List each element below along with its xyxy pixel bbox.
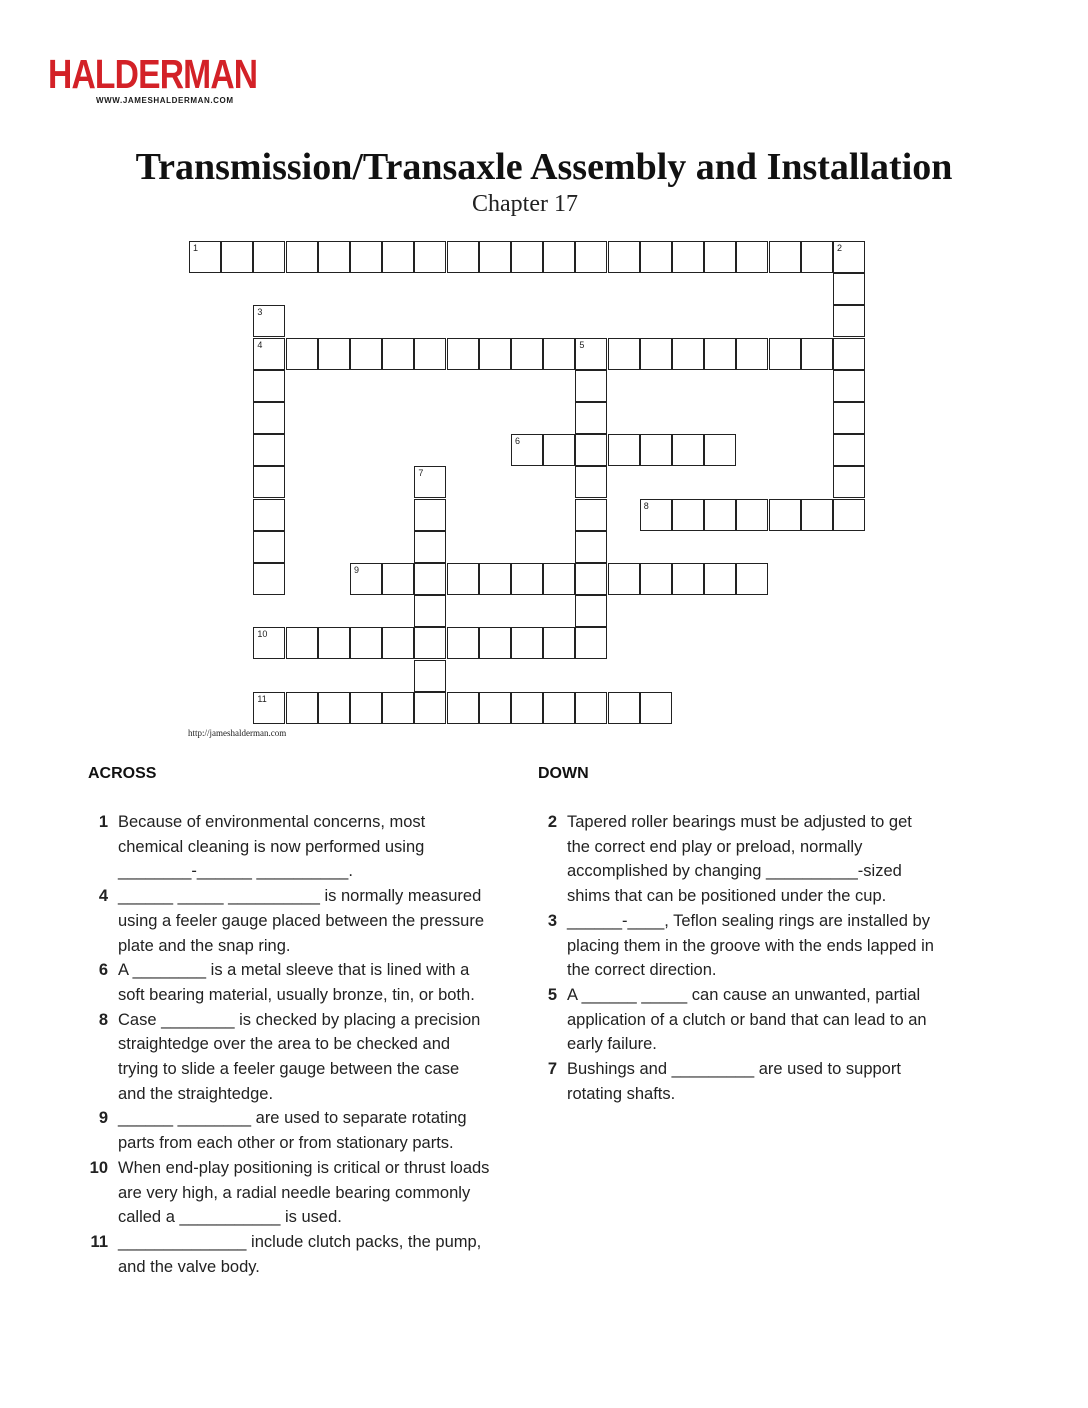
crossword-cell[interactable] bbox=[414, 692, 446, 724]
crossword-cell[interactable] bbox=[286, 241, 318, 273]
crossword-cell[interactable] bbox=[253, 241, 285, 273]
crossword-cell[interactable] bbox=[575, 241, 607, 273]
crossword-cell[interactable] bbox=[221, 241, 253, 273]
crossword-cell[interactable] bbox=[608, 338, 640, 370]
crossword-cell[interactable] bbox=[511, 692, 543, 724]
crossword-cell[interactable] bbox=[575, 692, 607, 724]
crossword-cell[interactable] bbox=[575, 627, 607, 659]
crossword-cell[interactable] bbox=[414, 660, 446, 692]
across-clue bbox=[80, 1106, 490, 1155]
crossword-cell[interactable] bbox=[189, 241, 221, 273]
crossword-cell[interactable] bbox=[575, 338, 607, 370]
crossword-cell[interactable] bbox=[543, 692, 575, 724]
crossword-cell[interactable] bbox=[414, 499, 446, 531]
down-heading: DOWN bbox=[538, 765, 589, 782]
crossword-cell[interactable] bbox=[575, 434, 607, 466]
crossword-cell[interactable] bbox=[350, 241, 382, 273]
crossword-cell[interactable] bbox=[608, 692, 640, 724]
crossword-cell[interactable] bbox=[640, 241, 672, 273]
crossword-cell[interactable] bbox=[253, 402, 285, 434]
crossword-cell[interactable] bbox=[350, 338, 382, 370]
crossword-cell[interactable] bbox=[382, 692, 414, 724]
crossword-cell[interactable] bbox=[253, 434, 285, 466]
cell-number: 1 bbox=[193, 243, 199, 253]
crossword-cell[interactable] bbox=[672, 434, 704, 466]
crossword-cell[interactable] bbox=[479, 627, 511, 659]
crossword-cell[interactable] bbox=[286, 627, 318, 659]
cell-number: 3 bbox=[257, 307, 263, 318]
crossword-cell[interactable] bbox=[640, 434, 672, 466]
crossword-cell[interactable] bbox=[575, 595, 607, 627]
crossword-cell[interactable] bbox=[736, 338, 768, 370]
crossword-cell[interactable] bbox=[479, 338, 511, 370]
across-clue bbox=[80, 1230, 490, 1279]
clue-text: Case ________ is checked by placing a precision straightedge over the area to be checked and trying to slide a feeler gauge between the case and the straightedge. bbox=[118, 1010, 481, 1103]
crossword-cell[interactable] bbox=[640, 563, 672, 595]
cell-number: 8 bbox=[643, 500, 649, 511]
cell-number: 11 bbox=[257, 693, 267, 704]
crossword-cell[interactable] bbox=[704, 499, 736, 531]
crossword-cell[interactable] bbox=[704, 434, 736, 466]
crossword-cell[interactable] bbox=[833, 434, 865, 466]
crossword-cell[interactable] bbox=[447, 241, 479, 273]
crossword-cell[interactable] bbox=[833, 338, 865, 370]
page-title: Transmission/Transaxle Assembly and Installation bbox=[135, 146, 953, 188]
crossword-cell[interactable] bbox=[286, 692, 318, 724]
across-heading: ACROSS bbox=[88, 765, 157, 782]
crossword-cell[interactable] bbox=[575, 499, 607, 531]
crossword-cell[interactable] bbox=[543, 241, 575, 273]
crossword-cell[interactable] bbox=[769, 241, 801, 273]
clue-text: ______________ include clutch packs, the pump, and the valve body. bbox=[118, 1232, 482, 1276]
cell-number: 7 bbox=[418, 468, 424, 479]
crossword-cell[interactable] bbox=[253, 305, 285, 337]
clue-number: 11 bbox=[90, 1232, 108, 1251]
crossword-cell[interactable] bbox=[318, 241, 350, 273]
crossword-cell[interactable] bbox=[479, 241, 511, 273]
crossword-cell[interactable] bbox=[479, 563, 511, 595]
crossword-cell[interactable] bbox=[382, 627, 414, 659]
crossword-cell[interactable] bbox=[253, 692, 285, 724]
across-clue bbox=[80, 884, 490, 958]
crossword-cell[interactable] bbox=[672, 241, 704, 273]
clue-number: 2 bbox=[547, 813, 557, 831]
cell-number: 6 bbox=[515, 436, 521, 447]
crossword-cell[interactable] bbox=[833, 499, 865, 531]
crossword-cell[interactable] bbox=[736, 241, 768, 273]
clue-number: 6 bbox=[98, 961, 108, 980]
clue-number: 10 bbox=[89, 1158, 108, 1177]
clue-text: ______ _____ __________ is normally measured using a feeler gauge placed between the pressure plate and the snap ring. bbox=[118, 887, 485, 955]
crossword-cell[interactable] bbox=[833, 305, 865, 337]
crossword-cell[interactable] bbox=[833, 402, 865, 434]
clue-text: ______-____, Teflon sealing rings are installed by placing them in the groove with the ends lapped in the correct direction. bbox=[567, 911, 934, 980]
down-clue bbox=[529, 909, 939, 983]
crossword-cell[interactable] bbox=[318, 692, 350, 724]
crossword-cell[interactable] bbox=[575, 402, 607, 434]
crossword-cell[interactable] bbox=[672, 499, 704, 531]
crossword-cell[interactable] bbox=[382, 241, 414, 273]
clue-text: A ______ _____ can cause an unwanted, partial application of a clutch or band that can lead to an early failure. bbox=[567, 985, 927, 1054]
crossword-cell[interactable] bbox=[511, 241, 543, 273]
crossword-cell[interactable] bbox=[801, 338, 833, 370]
crossword-cell[interactable] bbox=[447, 692, 479, 724]
page-subtitle: Chapter 17 bbox=[472, 191, 578, 217]
logo-url: WWW.JAMESHALDERMAN.COM bbox=[96, 96, 234, 105]
crossword-cell[interactable] bbox=[414, 466, 446, 498]
clue-text: ______ ________ are used to separate rotating parts from each other or from stationary parts. bbox=[118, 1109, 467, 1153]
crossword-cell[interactable] bbox=[833, 273, 865, 305]
crossword-cell[interactable] bbox=[543, 434, 575, 466]
clue-number: 5 bbox=[547, 985, 557, 1004]
crossword-cell[interactable] bbox=[640, 692, 672, 724]
crossword-cell[interactable] bbox=[253, 370, 285, 402]
crossword-cell[interactable] bbox=[608, 241, 640, 273]
clue-number: 4 bbox=[98, 887, 108, 906]
down-clue bbox=[529, 983, 939, 1057]
crossword-cell[interactable] bbox=[253, 531, 285, 563]
crossword-cell[interactable] bbox=[511, 563, 543, 595]
cell-number: 5 bbox=[579, 339, 585, 350]
crossword-cell[interactable] bbox=[253, 466, 285, 498]
crossword-cell[interactable] bbox=[414, 595, 446, 627]
clue-number: 3 bbox=[547, 911, 557, 930]
cell-number: 10 bbox=[257, 629, 268, 640]
crossword-cell[interactable] bbox=[672, 338, 704, 370]
crossword-cell[interactable] bbox=[447, 338, 479, 370]
crossword-cell[interactable] bbox=[414, 338, 446, 370]
crossword-cell[interactable] bbox=[253, 627, 285, 659]
crossword-cell[interactable] bbox=[543, 563, 575, 595]
clue-text: When end-play positioning is critical or thrust loads are very high, a radial needle bearing commonly called a ___________ is used. bbox=[118, 1158, 490, 1227]
down-clue bbox=[529, 810, 939, 909]
crossword-cell[interactable] bbox=[414, 563, 446, 595]
logo-wordmark: HALDERMAN bbox=[48, 51, 258, 97]
crossword-cell[interactable] bbox=[769, 338, 801, 370]
clue-number: 9 bbox=[98, 1109, 108, 1128]
clue-text: Tapered roller bearings must be adjusted to get the correct end play or preload, normally accomplished by changing __________-sized shims that can be positioned under the cup. bbox=[567, 813, 912, 906]
crossword-cell[interactable] bbox=[253, 338, 285, 370]
crossword-cell[interactable] bbox=[801, 241, 833, 273]
crossword-cell[interactable] bbox=[769, 499, 801, 531]
crossword-cell[interactable] bbox=[640, 338, 672, 370]
crossword-cell[interactable] bbox=[350, 627, 382, 659]
cell-number: 2 bbox=[837, 243, 843, 253]
crossword-cell[interactable] bbox=[318, 627, 350, 659]
crossword-cell[interactable] bbox=[414, 531, 446, 563]
clue-number: 1 bbox=[98, 813, 108, 831]
crossword-cell[interactable] bbox=[511, 434, 543, 466]
crossword-cell[interactable] bbox=[382, 563, 414, 595]
clue-text: Bushings and _________ are used to support rotating shafts. bbox=[567, 1060, 901, 1103]
crossword-cell[interactable] bbox=[479, 692, 511, 724]
grid-footer-url: http://jameshalderman.com bbox=[188, 728, 287, 738]
down-clue bbox=[529, 1057, 939, 1106]
cell-number: 4 bbox=[257, 339, 263, 350]
crossword-cell[interactable] bbox=[511, 627, 543, 659]
crossword-cell[interactable] bbox=[672, 563, 704, 595]
crossword-cell[interactable] bbox=[350, 563, 382, 595]
crossword-cell[interactable] bbox=[543, 627, 575, 659]
crossword-cell[interactable] bbox=[350, 692, 382, 724]
across-clue bbox=[80, 810, 490, 884]
crossword-cell[interactable] bbox=[414, 627, 446, 659]
crossword-cell[interactable] bbox=[801, 499, 833, 531]
crossword-cell[interactable] bbox=[736, 499, 768, 531]
crossword-cell[interactable] bbox=[414, 241, 446, 273]
crossword-cell[interactable] bbox=[608, 434, 640, 466]
crossword-cell[interactable] bbox=[253, 563, 285, 595]
across-clue-list bbox=[80, 810, 490, 1279]
crossword-cell[interactable] bbox=[575, 370, 607, 402]
crossword-cell[interactable] bbox=[704, 563, 736, 595]
crossword-cell[interactable] bbox=[608, 563, 640, 595]
crossword-cell[interactable] bbox=[704, 241, 736, 273]
across-clue bbox=[80, 1156, 490, 1230]
crossword-cell[interactable] bbox=[543, 338, 575, 370]
crossword-cell[interactable] bbox=[575, 531, 607, 563]
crossword-cell[interactable] bbox=[253, 499, 285, 531]
clue-text: Because of environmental concerns, most chemical cleaning is now performed using ________-______ __________. bbox=[118, 813, 426, 881]
crossword-cell[interactable] bbox=[704, 338, 736, 370]
crossword-cell[interactable] bbox=[286, 338, 318, 370]
crossword-cell[interactable] bbox=[447, 627, 479, 659]
crossword-cell[interactable] bbox=[511, 338, 543, 370]
clue-number: 8 bbox=[98, 1010, 108, 1029]
across-clue bbox=[80, 958, 490, 1007]
across-clue bbox=[80, 1008, 490, 1107]
crossword-cell[interactable] bbox=[833, 241, 865, 273]
crossword-cell[interactable] bbox=[833, 370, 865, 402]
down-clue-list bbox=[529, 810, 939, 1106]
crossword-cell[interactable] bbox=[382, 338, 414, 370]
crossword-cell[interactable] bbox=[575, 466, 607, 498]
crossword-cell[interactable] bbox=[575, 563, 607, 595]
clue-text: A ________ is a metal sleeve that is lined with a soft bearing material, usually bronze, tin, or both. bbox=[118, 961, 475, 1004]
crossword-cell[interactable] bbox=[736, 563, 768, 595]
crossword-cell[interactable] bbox=[318, 338, 350, 370]
cell-number: 9 bbox=[354, 565, 360, 575]
crossword-cell[interactable] bbox=[833, 466, 865, 498]
clue-number: 7 bbox=[547, 1060, 557, 1079]
crossword-cell[interactable] bbox=[640, 499, 672, 531]
crossword-cell[interactable] bbox=[447, 563, 479, 595]
